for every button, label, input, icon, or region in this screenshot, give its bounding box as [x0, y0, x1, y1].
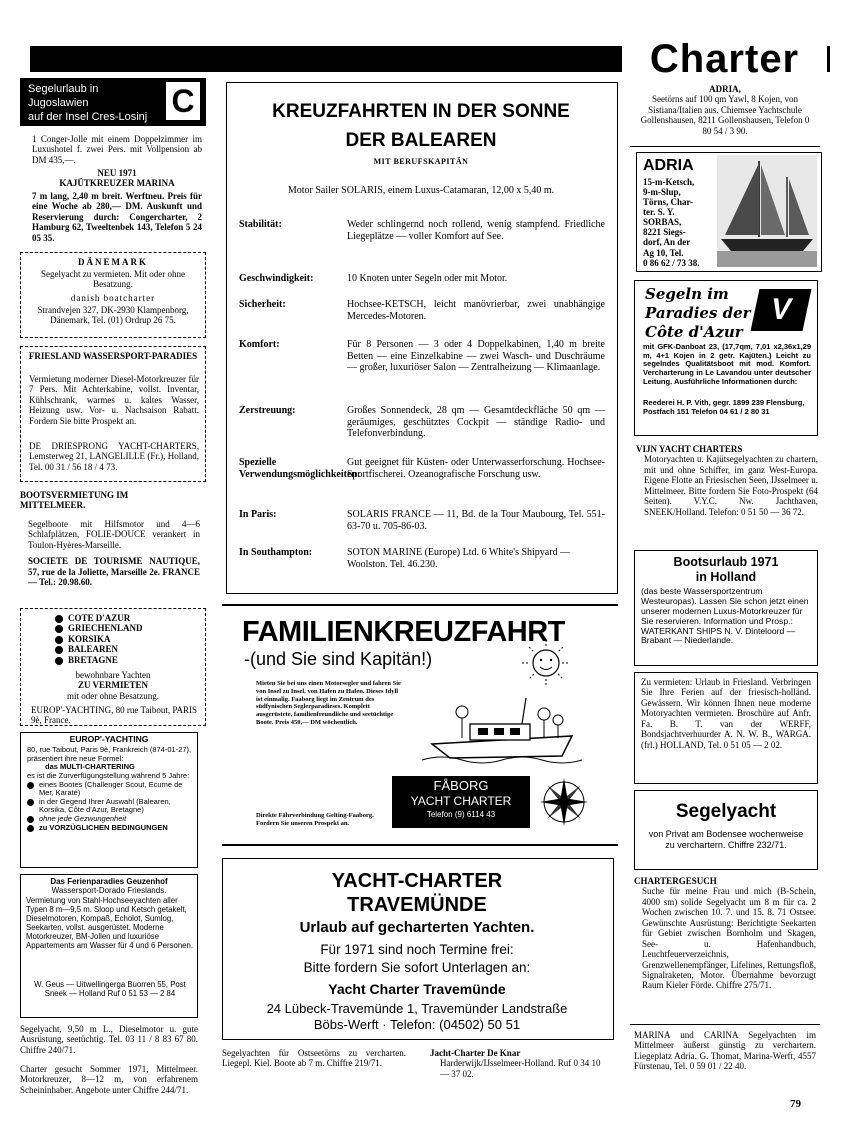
- kreuzfahrten-intro: Motor Sailer SOLARIS, einem Luxus-Catamaran, 12,00 x 5,40 m.: [287, 185, 555, 196]
- ad-vijn: [636, 444, 818, 517]
- ad-adria2: [636, 152, 822, 272]
- ad-kreuzfahrten: KREUZFAHRTEN IN DER SONNE DER BALEAREN MIT BERUFSKAPITÄN Motor Sailer SOLARIS, einem Luxus-Catamaran, 12,00 x 5,40 m. Stabilität: Weder schlingernd noch rollend, wenig stampfend. Friedliche Liegeplätze — voller Komfort auf See. Geschwindigkeit: 10 Knoten unter Segeln oder mit Motor. Sicherheit: Hochsee-KETSCH, leicht manövrierbar, zwei unabhängige Mercedes-Motoren. Komfort: Für 8 Personen — 3 oder 4 Doppelkabinen, 1,40 m breite Betten — eine Einzelkabine — zwei Wasch- und Duschräume — großer, luxuriöser Salon — Zentralheizung — Klimaanlage. Zerstreuung: Großes Sonnendeck, 28 qm — Gesamtdeckfläche 50 qm — geräumiges, geschütztes Cockpit — ständige Radio- und Telefonverbindung. Spezielle Verwendungsmöglichkeiten: Gut geeignet für Küsten- oder Unterwasserforschung. Hochsee-Sportfischerei. Ozeanografische Forschung usw. In Paris: SOLARIS FRANCE — 11, Bd. de la Tour Maubourg, Tel. 551-63-70 u. 705-86-03. In Southampton: SOTON MARINE (Europe) Ltd. 6 White's Shipyard — Woolston. Tel. 46.230.: [226, 82, 618, 594]
- ad-cote: [20, 608, 206, 726]
- kreuzfahrten-title: KREUZFAHRTEN IN DER SONNE: [272, 101, 570, 122]
- page-title: Charter: [622, 38, 827, 80]
- europ-item: ohne jede Gezwungenheit: [27, 815, 195, 824]
- chartergesuch-title: CHARTERGESUCH: [634, 876, 717, 886]
- knar-body: Harderwijk/IJsselmeer-Holland. Ruf 0 34 10 — 37 02.: [440, 1058, 601, 1079]
- knar-title: Jacht-Charter De Knar: [430, 1048, 521, 1058]
- adria2-line: 8221 Siegs-: [643, 227, 686, 238]
- cres-detail: 7 m lang, 2,40 m breit. Werftneu. Preis für eine Woche ab 280,— DM. Auskunft und Reservierung durch: Congercharter, 2 Hamburg 62, Tweeltenbek 143, Telefon 5 24 05 35.: [32, 191, 202, 243]
- sun-icon: [518, 638, 574, 688]
- cote-line: bewohnbare Yachten: [75, 670, 151, 680]
- cote-item: KORSIKA: [55, 634, 143, 644]
- daenemark-address: Strandvejen 327, DK-2930 Klampenborg, Dänemark, Tel. (01) Ordrup 26 75.: [37, 305, 189, 326]
- chartergesuch-body: Suche für meine Frau und mich (B-Schein, 4000 sm) solide Segelyacht um 8 m für ca. 2 Wochen zwischen 10. 7. und 15. 8. 71 Ostsee. Gewünschte Ausrüstung: Berichtigte Seekarten für Gebiet zwischen Bornholm und Skagen, See- u. Hafenhandbuch, Leuchtfeuerverzeichnis, Grenzwellenempfänger, Lifelines, Rettungsfloß, Signalraketen, Motor. Übernahme bevorzugt Raum Kieler Förde. Chiffre 275/71.: [642, 886, 816, 991]
- europ-item: zu VORZÜGLICHEN BEDINGUNGEN: [27, 824, 195, 833]
- segeln-script: Paradies der: [645, 304, 751, 322]
- cote-item: BALEAREN: [55, 644, 143, 654]
- faborg-logo-line: YACHT CHARTER: [410, 794, 512, 808]
- travemuende-sub: Urlaub auf gecharterten Yachten.: [299, 919, 535, 936]
- daenemark-body: Segelyacht zu vermieten. Mit oder ohne Besatzung.: [41, 269, 185, 290]
- bootsurlaub-title: in Holland: [695, 570, 757, 584]
- sailboat-photo: [717, 155, 817, 267]
- adria-top-title: ADRIA,: [709, 84, 741, 94]
- friesland2-body: Zu vermieten: Urlaub in Friesland. Verbringen Sie Ihre Ferien auf der friesisch-holländ. Gewässern. Wir können Ihnen neue moderne Motoryachten vermieten. Broschüre auf Anfr. Fa. B. T. van der WERFF, Bondsjachtverhuurder A. N. W. B., WARGA. (frl.) HOLLAND, Tel. 0 51 05 — 2 02.: [641, 677, 811, 750]
- ad-bootsurlaub: [634, 550, 818, 666]
- cote-line: mit oder ohne Besatzung.: [67, 690, 159, 701]
- europ-item: eines Bootes (Challenger Scout, Ecume de Mer, Karaté): [27, 781, 195, 798]
- travemuende-contact: Böbs-Werft · Telefon: (04502) 50 51: [313, 1017, 521, 1032]
- cote-item: BRETAGNE: [55, 655, 143, 665]
- ad-daenemark: [20, 252, 206, 338]
- ad-knar: [430, 1048, 610, 1079]
- bootsvermietung-contact: SOCIETE DE TOURISME NAUTIQUE, 57, rue de la Joliette, Marseille 2e. FRANCE — Tel.: 20.98.60.: [28, 556, 200, 588]
- cote-item: GRIECHENLAND: [55, 623, 143, 633]
- ad-bootsvermietung: [20, 490, 206, 600]
- travemuende-line: Für 1971 sind noch Termine frei:: [320, 942, 514, 957]
- cote-contact: EUROP'-YACHTING, 80 rue Taibout, PARIS 9è, France.: [31, 705, 197, 726]
- ad-cres: [20, 78, 206, 246]
- geus-title: Das Ferienparadies Geuzenhof: [50, 877, 168, 886]
- compass-rose-icon: [538, 776, 590, 828]
- bodensee-body: von Privat am Bodensee wochenweise zu verchartern. Chiffre 232/71.: [648, 829, 804, 850]
- ad-familien: [222, 604, 618, 846]
- cres-body: 1 Conger-Jolle mit einem Doppelzimmer im Luxushotel f. zwei Pers. mit Vollpension ab DM 435,—.: [32, 134, 202, 165]
- adria2-line: dorf, An der: [643, 237, 691, 248]
- kreuzfahrten-title: DER BALEAREN: [345, 130, 497, 151]
- daenemark-title: DÄNEMARK: [78, 257, 148, 267]
- adria2-line: 15-m-Ketsch,: [643, 177, 695, 187]
- segeln-body: mit GFK-Danboat 23, (17,7qm, 7,01 x2,36x1,29 m, 4+1 Kojen in 2 getr. Kajüten.) Leicht zu segelndes Qualitätsboot mit mod. Komfort. Vercharterung in Le Lavandou unter deutscher Leitung. Ausführliche Informationen durch:: [643, 342, 811, 386]
- europ-formula: das MULTI-CHARTERING: [45, 762, 135, 772]
- v-logo-icon: V: [751, 289, 812, 331]
- cres-headline: NEU 1971: [97, 168, 137, 178]
- familien-body: Mieten Sie bei uns einen Motorsegler und fahren Sie von Insel zu Insel, von Hafen zu Hafen. Dieses Idyll ist einmalig. Faaborg liegt im Zentrum des südfynischen Seglerparadieses. Komplett ausgerüstete, familienfreundliche und seetüchtige Boote. Preis 450,— DM wöchentlich.: [256, 680, 401, 726]
- ad-europ: [20, 732, 198, 868]
- adria-top-body: Seetörns auf 100 qm Yawl, 8 Kojen, von Sistiana/Italien aus. Chiemsee Yachtschule Gollenshausen, 8211 Gollenshausen, Telefon 0 80 54 / 3 90.: [640, 94, 810, 136]
- adria2-title: ADRIA: [643, 157, 694, 174]
- ad-friesland2: [634, 672, 818, 784]
- bootsurlaub-title: Bootsurlaub 1971: [673, 555, 779, 569]
- europ-title: EUROP'-YACHTING: [69, 734, 149, 744]
- bodensee-title: Segelyacht: [675, 801, 777, 822]
- adria2-line: Ag 10, Tel.: [643, 247, 684, 258]
- faborg-logo-line: Telefon (9) 6114 43: [426, 810, 496, 819]
- europ-intro: 80, rue Taibout, Paris 9è, Frankreich (874-01-27), präsentiert ihre neue Formel:: [27, 745, 192, 763]
- adria2-line: SORBAS,: [643, 217, 682, 228]
- banner-line: Jugoslawien: [28, 97, 89, 109]
- geus-body: Vermietung von Stahl-Hochseeyachten aller Typen 8 m—9,5 m. Sloop und Ketsch getakelt, Dieselmotoren, Kompaß, Echolot, Sumlog, Seekarten, vollst. ausgerüstet. Moderne Motorkreuzer, BM-Jollen und luxuriöse Appartements am Wasser für 4 und 6 Personen.: [26, 896, 193, 950]
- ad-segeln-paradies: [634, 280, 818, 436]
- divider: [630, 1024, 820, 1025]
- adria2-line: Törns, Char-: [643, 197, 694, 208]
- faborg-logo-line: FÅBORG: [433, 778, 489, 793]
- europ-lead: es ist die Zurverfügungstellung während 5 Jahre:: [27, 770, 190, 780]
- ad-charter-gesucht: Charter gesucht Sommer 1971, Mittelmeer. Motorkreuzer, 8—12 m, von erfahrenem Scheininhaber. Angebote unter Chiffre 244/71.: [20, 1064, 198, 1095]
- kreuzfahrten-subtitle: MIT BERUFSKAPITÄN: [373, 157, 469, 166]
- cote-item: COTE D'AZUR: [55, 613, 143, 623]
- divider: [630, 146, 820, 147]
- bootsvermietung-title: BOOTSVERMIETUNG IM MITTELMEER.: [20, 490, 129, 511]
- adria2-line: 0 86 62 / 73 38.: [643, 257, 700, 268]
- faborg-logo: [392, 776, 530, 828]
- ad-chartergesuch: [634, 876, 816, 991]
- friesland-contact: DE DRIESPRONG YACHT-CHARTERS, Lemsterweg 21, LANGELILLE (Fr.), Holland, Tel. 00 31 / 56 18 / 4 73.: [29, 441, 199, 472]
- ad-ostseetoerns: Segelyachten für Ostseetörns zu vercharten. Liegepl. Kiel. Boote ab 7 m. Chiffre 219/71.: [222, 1048, 406, 1069]
- vijn-body: Motoryachten u. Kajütsegelyachten zu chartern, mit und ohne Schiffer, im ganz West-Europa. Eigene Flotte an Friesischen Seen, IJsselmeer u. Mittelmeer. Bitte fordern Sie Foto-Prospekt (64 Seiten). V.Y.C. Nw. Jachthaven, SNEEK/Holland. Telefon: 0 51 50 — 36 72.: [644, 454, 818, 517]
- segeln-script: Côte d'Azur: [645, 323, 743, 341]
- familien-title: FAMILIENKREUZFAHRT: [242, 616, 565, 648]
- ad-travemuende: [222, 858, 614, 1040]
- daenemark-company: danish boatcharter: [70, 293, 156, 303]
- geus-contact: W. Geus — Uitwellingerga Buorren 55, Post Sneek — Holland Ruf 0 51 53 — 2 84: [34, 980, 186, 998]
- bootsurlaub-body: (das beste Wassersportzentrum Westeuropas). Lassen Sie schon jetzt einen unserer modernen Luxus-Motorkreuzer für Sie reservieren. Information und Prosp.: WATERKANT SHIPS N. V. Dinteloord — Brabant — Niederlande.: [641, 586, 809, 646]
- bootsvermietung-body: Segelboote mit Hilfsmotor und 4—6 Schlafplätzen, FOLIE-DOUCE verankert in Toulon-Hyères-Marseille.: [28, 518, 200, 550]
- cres-headline: KAJÜTKREUZER MARINA: [59, 178, 175, 189]
- travemuende-title: TRAVEMÜNDE: [347, 894, 487, 916]
- friesland-title: FRIESLAND WASSERSPORT-PARADIES: [28, 351, 198, 361]
- adria2-line: 9-m-Slup,: [643, 187, 681, 198]
- ad-adria-top: [636, 84, 814, 136]
- ad-segelyacht-bodensee: [634, 790, 818, 870]
- segeln-script: Segeln im: [645, 285, 729, 303]
- travemuende-company: Yacht Charter Travemünde: [328, 981, 506, 997]
- travemuende-line: Bitte fordern Sie sofort Unterlagen an:: [303, 960, 531, 975]
- europ-item: in der Gegend Ihrer Auswahl (Balearen, Korsika, Côte d'Azur, Bretagne): [27, 798, 195, 815]
- familien-subtitle: -(und Sie sind Kapitän!): [244, 649, 433, 669]
- page-number: 79: [790, 1098, 801, 1110]
- ad-geus: [20, 874, 198, 1018]
- ad-segelyacht-950: Segelyacht, 9,50 m L., Dieselmotor u. gute Ausrüstung, seetüchtig. Tel. 03 11 / 8 83 67 80. Chiffre 240/71.: [20, 1024, 198, 1055]
- adria2-line: ter. S. Y.: [643, 207, 675, 218]
- ad-friesland: [20, 346, 206, 482]
- friesland-body: Vermietung moderner Diesel-Motorkreuzer für 7 Pers. Mit Achterkabine, vollst. Inventar, Kühlschrank, warmes u. kaltes Wasser, Heizung usw. Vor- u. Nachsaison Rabatt. Fordern Sie bitte Prospekt an.: [29, 374, 199, 426]
- vijn-title: VIJN YACHT CHARTERS: [636, 444, 743, 454]
- cres-logo-icon: C: [166, 82, 200, 120]
- banner-line: auf der Insel Cres-Losinj: [28, 111, 148, 123]
- travemuende-title: YACHT-CHARTER: [331, 870, 503, 892]
- cote-line: ZU VERMIETEN: [77, 680, 149, 691]
- familien-footer: Direkte Fährverbindung Gelting-Faaborg. Fordern Sie unseren Prospekt an.: [256, 812, 374, 827]
- travemuende-address: 24 Lübeck-Travemünde 1, Travemünder Landstraße: [266, 1001, 568, 1016]
- boat-family-illustration: [422, 694, 592, 766]
- banner-cres: [20, 78, 206, 126]
- segeln-contact: Reederei H. P. Vith, gegr. 1899 239 Flensburg, Postfach 151 Telefon 04 61 / 2 80 31: [643, 398, 805, 416]
- banner-line: Segelurlaub in: [28, 83, 99, 95]
- geus-subtitle: Wassersport-Dorado Frieslands.: [51, 886, 167, 896]
- ad-marina-carina: MARINA und CARINA Segelyachten im Mittelmeer äußerst günstig zu verchartern. Liegeplatz Adria. G. Thomat, Marina-Werft, 4557 Fürstenau, Tel. 0 59 01 / 22 40.: [634, 1030, 816, 1072]
